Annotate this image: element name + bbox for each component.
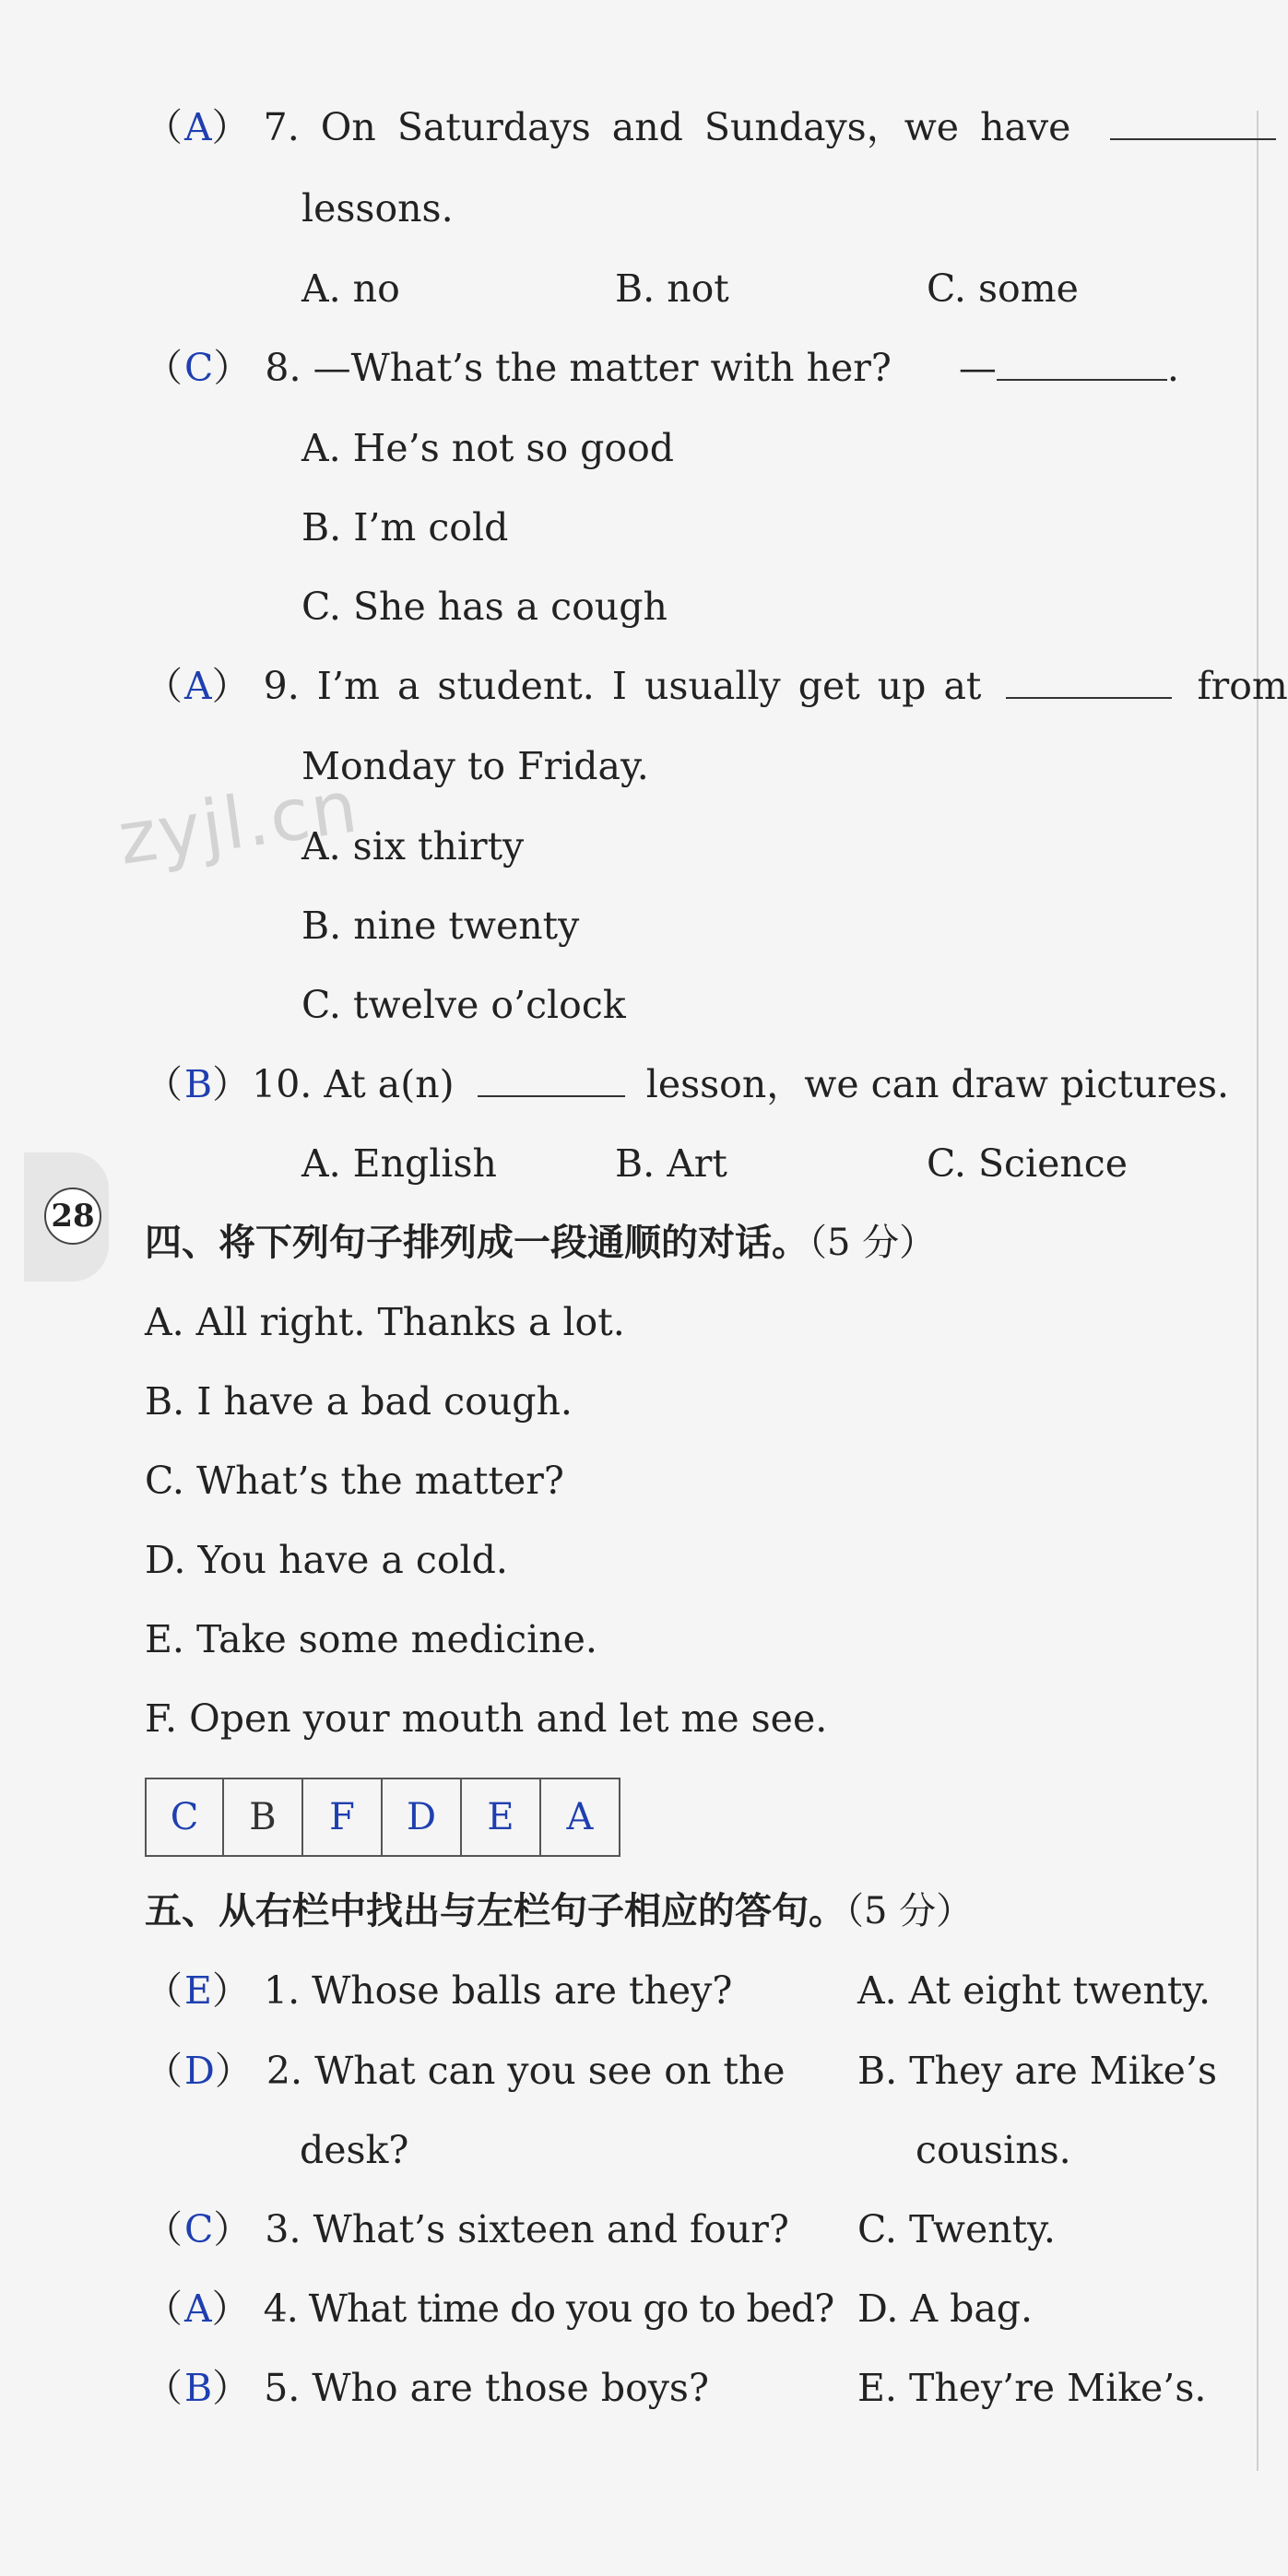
match-response-e: E. They’re Mike’s. xyxy=(857,2366,1207,2410)
question-7-text-cont: lessons. xyxy=(301,186,454,230)
sentence-f: F. Open your mouth and let me see. xyxy=(145,1696,828,1741)
question-10-text-after: lesson，we can draw pictures. xyxy=(645,1062,1230,1106)
order-cell: C xyxy=(146,1778,223,1856)
option-b: B. not xyxy=(615,266,729,311)
match-response-c: C. Twenty. xyxy=(857,2207,1056,2251)
match-response-d: D. A bag. xyxy=(857,2286,1034,2331)
match-item-5 xyxy=(145,2364,709,2412)
match-response-b: B. They are Mike’s xyxy=(857,2049,1218,2093)
page-number: 28 xyxy=(44,1188,101,1245)
question-10-text: 10. At a(n) xyxy=(252,1062,455,1106)
paren-close: ） xyxy=(211,1968,252,2013)
question-10 xyxy=(145,1060,1229,1108)
section-4-title: 四、将下列句子排列成一段通顺的对话。 xyxy=(145,1222,809,1264)
match-response-a: A. At eight twenty. xyxy=(857,1968,1211,2013)
match-item-4 xyxy=(145,2285,833,2333)
sentence-a: A. All right. Thanks a lot. xyxy=(145,1300,625,1344)
question-7-text: 7. On Saturdays and Sundays，we have xyxy=(263,105,1071,149)
question-7 xyxy=(145,103,1276,151)
question-9 xyxy=(145,662,1288,710)
paren-open: （ xyxy=(145,1062,184,1106)
paren-open: （ xyxy=(145,2366,184,2410)
section-5-score: （5 分） xyxy=(845,1890,974,1932)
answer-order-table xyxy=(145,1778,620,1857)
paren-close: ） xyxy=(211,105,252,149)
option-b: B. Art xyxy=(615,1141,727,1186)
order-cell: E xyxy=(461,1778,540,1856)
section-4-score: （5 分） xyxy=(809,1222,937,1264)
answer-blank xyxy=(478,1062,625,1097)
answer-q7: A xyxy=(184,105,212,149)
paren-open: （ xyxy=(145,1968,184,2013)
order-cell: D xyxy=(382,1778,461,1856)
option-a: A. English xyxy=(301,1141,497,1186)
answer-q8: C xyxy=(184,346,214,390)
option-b: B. I’m cold xyxy=(301,505,509,549)
page-edge xyxy=(1257,111,1258,2471)
question-8-text: 8. —What’s the matter with her? xyxy=(265,346,892,390)
paren-close: ） xyxy=(212,2366,253,2410)
paren-open: （ xyxy=(145,346,184,390)
match-item-2 xyxy=(145,2047,786,2095)
option-a: A. six thirty xyxy=(301,824,525,869)
sentence-c: C. What’s the matter? xyxy=(145,1459,564,1503)
answer-match-3: C xyxy=(184,2207,214,2251)
sentence-e: E. Take some medicine. xyxy=(145,1617,597,1661)
match-question-3: 3. What’s sixteen and four? xyxy=(265,2207,789,2251)
order-cell: F xyxy=(302,1778,382,1856)
answer-q10: B xyxy=(184,1062,213,1106)
section-4-heading xyxy=(145,1219,936,1267)
option-c: C. twelve o’clock xyxy=(301,983,626,1027)
option-c: C. some xyxy=(927,266,1079,311)
watermark: zyjl.cn xyxy=(113,765,364,881)
match-item-3 xyxy=(145,2205,789,2253)
sentence-d: D. You have a cold. xyxy=(145,1538,508,1582)
match-question-2-cont: desk? xyxy=(300,2128,409,2172)
option-a: A. no xyxy=(301,266,400,311)
answer-match-5: B xyxy=(184,2366,213,2410)
paren-close: ） xyxy=(214,2049,254,2093)
order-cell: A xyxy=(540,1778,620,1856)
period: . xyxy=(1166,346,1179,390)
match-response-b-cont: cousins. xyxy=(916,2128,1071,2172)
section-5-heading xyxy=(145,1887,973,1935)
match-item-1 xyxy=(145,1967,732,2015)
dash: — xyxy=(958,346,997,390)
answer-match-2: D xyxy=(184,2049,215,2093)
paren-close: ） xyxy=(211,2286,252,2331)
order-cell: B xyxy=(223,1778,302,1856)
answer-blank xyxy=(1006,664,1172,699)
option-b: B. nine twenty xyxy=(301,904,580,948)
match-question-1: 1. Whose balls are they? xyxy=(263,1968,733,2013)
question-9-text-cont: Monday to Friday. xyxy=(301,744,649,788)
match-question-4: 4. What time do you go to bed? xyxy=(263,2286,834,2331)
page-number-tab xyxy=(24,1152,109,1282)
paren-close: ） xyxy=(213,2207,254,2251)
paren-open: （ xyxy=(145,105,184,149)
answer-blank xyxy=(1110,105,1276,140)
option-c: C. She has a cough xyxy=(301,585,668,629)
option-a: A. He’s not so good xyxy=(301,426,675,470)
match-question-5: 5. Who are those boys? xyxy=(264,2366,709,2410)
answer-match-1: E xyxy=(184,1968,212,2013)
paren-close: ） xyxy=(211,664,252,708)
answer-blank xyxy=(997,346,1167,381)
paren-open: （ xyxy=(145,2286,184,2331)
option-c: C. Science xyxy=(927,1141,1128,1186)
paren-open: （ xyxy=(145,2207,184,2251)
answer-match-4: A xyxy=(184,2286,212,2331)
paren-open: （ xyxy=(145,2049,184,2093)
match-question-2: 2. What can you see on the xyxy=(266,2049,786,2093)
paren-close: ） xyxy=(212,1062,253,1106)
sentence-b: B. I have a bad cough. xyxy=(145,1379,573,1424)
section-5-title: 五、从右栏中找出与左栏句子相应的答句。 xyxy=(145,1890,845,1932)
question-9-text: 9. I’m a student. I usually get up at xyxy=(263,664,982,708)
question-9-text-after: from xyxy=(1197,664,1288,708)
paren-open: （ xyxy=(145,664,184,708)
question-8 xyxy=(145,344,1179,392)
answer-q9: A xyxy=(184,664,212,708)
paren-close: ） xyxy=(213,346,254,390)
